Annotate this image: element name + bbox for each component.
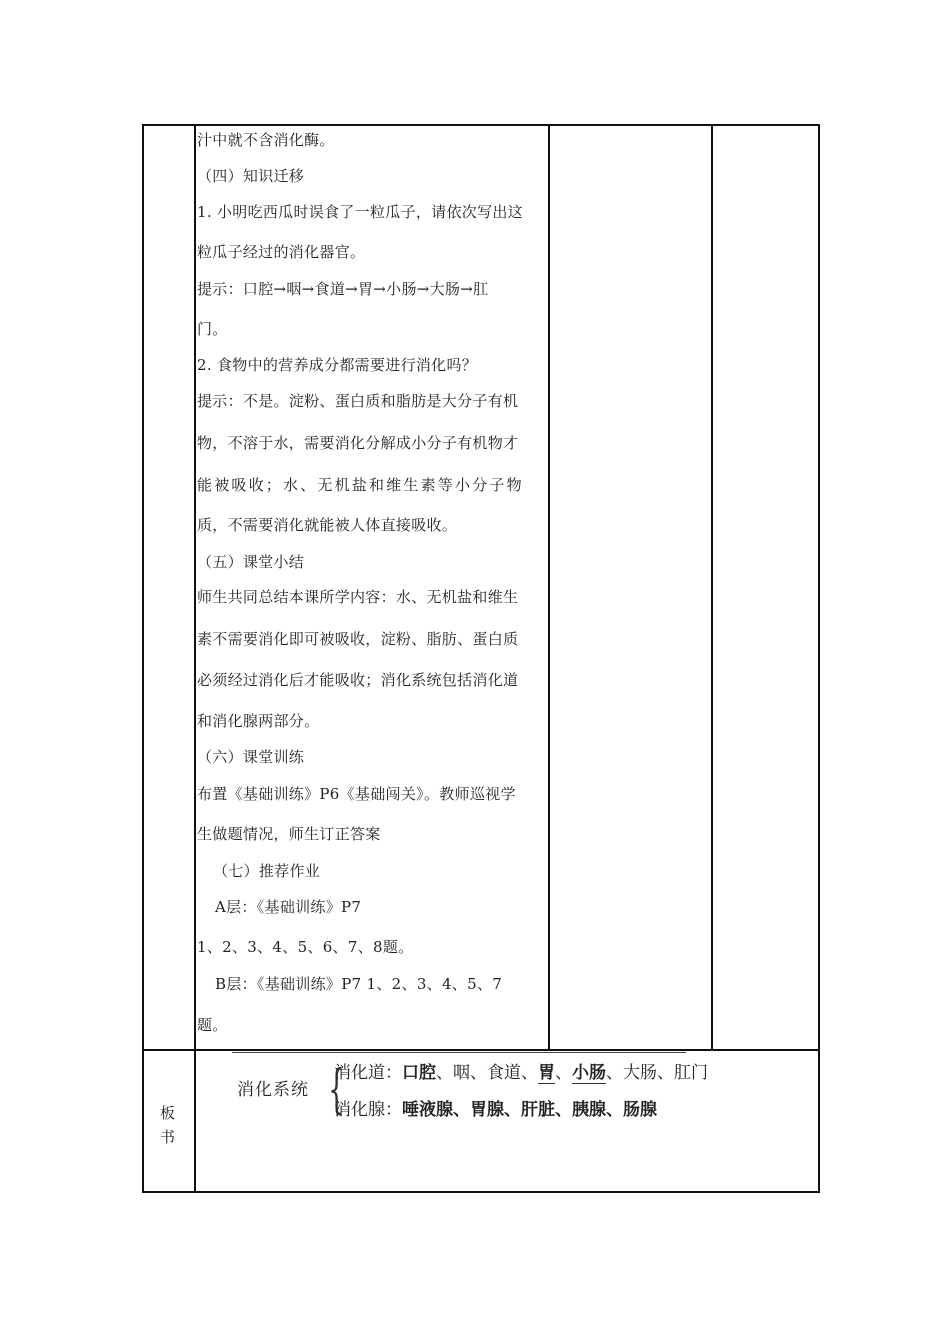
board-system-label: 消化系统 (237, 1080, 309, 1100)
tract-label: 消化道： (334, 1063, 402, 1083)
table-bottom-border (142, 1191, 820, 1193)
tract-organs-1: 、咽、食道、 (436, 1063, 538, 1083)
table-top-border (142, 124, 820, 126)
section-heading: （六）课堂训练 (197, 748, 305, 766)
content-line: 质，不需要消化就能被人体直接吸收。 (197, 516, 458, 534)
board-rule (232, 1052, 686, 1053)
table-col-divider-1 (194, 124, 196, 1193)
content-line: 提示：口腔→咽→食道→胃→小肠→大肠→肛 (197, 280, 489, 298)
section-heading: （五）课堂小结 (197, 553, 305, 571)
content-line: 门。 (197, 320, 228, 338)
tract-stomach: 胃 (538, 1063, 555, 1083)
board-side-label-1: 板 (160, 1104, 176, 1122)
content-line: 汁中就不含消化酶。 (197, 131, 335, 149)
content-line: 2. 食物中的营养成分都需要进行消化吗？ (197, 356, 478, 374)
content-line: 和消化腺两部分。 (197, 712, 320, 730)
gland-label: 消化腺： (334, 1100, 402, 1120)
content-line: B层：《基础训练》P7 1、2、3、4、5、7 (215, 975, 503, 993)
gland-items: 唾液腺、胃腺、肝脏、胰腺、肠腺 (402, 1100, 657, 1120)
board-side-label-2: 书 (160, 1128, 176, 1146)
content-line: 布置《基础训练》P6《基础闯关》。教师巡视学 (197, 785, 516, 803)
table-col-divider-3 (711, 124, 713, 1051)
board-gland-row (334, 1095, 657, 1120)
content-line: 1. 小明吃西瓜时误食了一粒瓜子，请依次写出这 (197, 203, 523, 221)
board-tract-row (334, 1058, 708, 1083)
content-line: 生做题情况，师生订正答案 (197, 825, 381, 843)
brace-icon: { (328, 1060, 345, 1120)
content-line: 能被吸收；水、无机盐和维生素等小分子物 (197, 476, 524, 494)
tract-organs-2: 、大肠、肛门 (606, 1063, 708, 1083)
content-line: 必须经过消化后才能吸收；消化系统包括消化道 (197, 671, 519, 689)
tract-mouth: 口腔 (402, 1063, 436, 1083)
table-row-divider (142, 1049, 820, 1051)
content-line: 物，不溶于水，需要消化分解成小分子有机物才 (197, 434, 519, 452)
section-heading: （四）知识迁移 (197, 167, 305, 185)
content-line: 师生共同总结本课所学内容：水、无机盐和维生 (197, 588, 519, 606)
table-right-border (818, 124, 820, 1193)
content-line: 粒瓜子经过的消化器官。 (197, 243, 366, 261)
section-heading: （七）推荐作业 (213, 862, 321, 880)
tract-small-intestine: 小肠 (572, 1063, 606, 1083)
content-line: 提示：不是。淀粉、蛋白质和脂肪是大分子有机 (197, 392, 519, 410)
content-line: 1、2、3、4、5、6、7、8题。 (197, 938, 414, 956)
content-line: A层：《基础训练》P7 (215, 898, 362, 916)
tract-separator: 、 (555, 1063, 572, 1083)
content-line: 素不需要消化即可被吸收，淀粉、脂肪、蛋白质 (197, 630, 519, 648)
content-line: 题。 (197, 1016, 228, 1034)
table-left-border (142, 124, 144, 1193)
